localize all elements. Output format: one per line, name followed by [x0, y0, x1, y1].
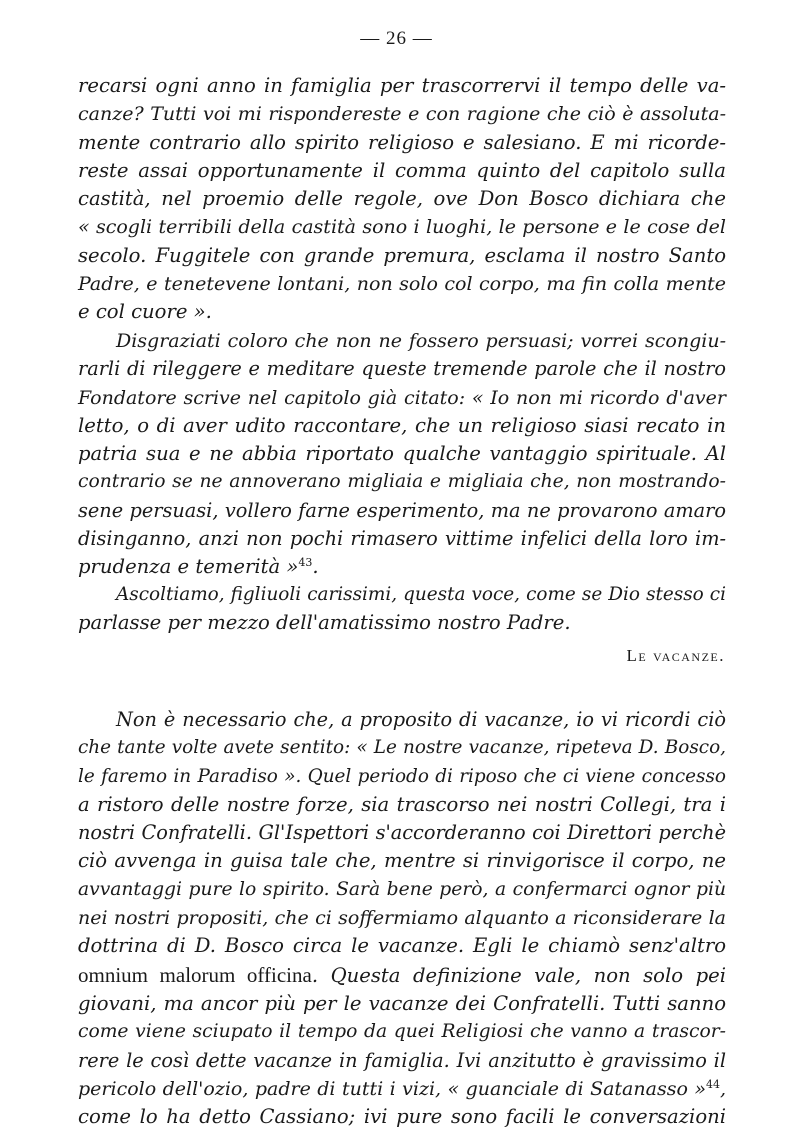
text-line: Disgraziati coloro che non ne fossero persuasi; vorrei scongiu- [116, 330, 726, 352]
text-line: come viene sciupato il tempo da quei Religiosi che vanno a trascor- [78, 1021, 726, 1043]
text-line: Fondatore scrive nel capitolo già citato: « Io non mi ricordo d'aver [78, 386, 726, 409]
text-line: canze? Tutti voi mi rispondereste e con ragione che ciò è assoluta- [78, 103, 726, 126]
text-line: come lo ha detto Cassiano; ivi pure sono facili le conversazioni [78, 1105, 726, 1129]
text-line: mente contrario allo spirito religioso e salesiano. E mi ricorde- [78, 130, 726, 154]
text-line: letto, o di aver udito raccontare, che un religioso siasi recato in [78, 413, 726, 437]
text-line: Padre, e tenetevene lontani, non solo col corpo, ma fin colla mente [78, 273, 726, 296]
text-line: Non è necessario che, a proposito di vacanze, io vi ricordi ciò [116, 708, 726, 731]
text-line: ciò avvenga in guisa tale che, mentre si rinvigorisce il corpo, ne [78, 849, 726, 873]
text-line: recarsi ogni anno in famiglia per trascorrervi il tempo delle va- [78, 74, 726, 97]
page-number: — 26 — [360, 28, 433, 49]
text-line: Ascoltiamo, figliuoli carissimi, questa voce, come se Dio stesso ci [116, 584, 726, 605]
paragraph-ascoltiamo [78, 581, 726, 638]
text-line: avvantaggi pure lo spirito. Sarà bene però, a confermarci ognor più [78, 878, 726, 900]
text-line: patria sua e ne abbia riportato qualche vantaggio spirituale. Al [78, 442, 726, 466]
section-heading: Le vacanze. [626, 646, 725, 665]
text-line: contrario se ne annoverano migliaia e migliaia che, non mostrando- [78, 471, 726, 493]
text-fragment: pericolo dell'ozio, padre di tutti i vizi, « guanciale di Satanasso » [78, 1077, 706, 1100]
text-fragment: , [719, 1077, 726, 1100]
text-fragment: . Questa definizione vale, non solo pei [311, 963, 726, 987]
paragraph-continuation [78, 72, 726, 327]
text-line: rarli di rileggere e meditare queste tremende parole che il nostro [78, 357, 726, 381]
text-line: nostri Confratelli. Gl'Ispettori s'accorderanno coi Direttori perchè [78, 821, 726, 845]
text-line: sene persuasi, vollero farne esperimento, ma ne provarono amaro [78, 498, 726, 522]
text-line: a ristoro delle nostre forze, sia trascorso nei nostri Collegi, tra i [78, 792, 726, 816]
footnote-marker-43: 43 [298, 556, 313, 570]
text-line: « scogli terribili della castità sono i luoghi, le persone e le cose del [78, 216, 726, 239]
text-line: le faremo in Paradiso ». Quel periodo di riposo che ci viene concesso [78, 765, 726, 787]
text-line [78, 553, 726, 581]
text-line: nei nostri propositi, che ci soffermiamo alquanto a riconsiderare la [78, 907, 726, 930]
text-line: parlasse per mezzo dell'amatissimo nostro Padre. [78, 611, 571, 635]
text-line: giovani, ma ancor più per le vacanze dei Confratelli. Tutti sanno [78, 991, 726, 1015]
text-line: e col cuore ». [78, 300, 212, 324]
text-line: dottrina di D. Bosco circa le vacanze. Egli le chiamò senz'altro [78, 934, 726, 958]
text-line [78, 961, 726, 990]
text-fragment: prudenza e temerità » [78, 555, 299, 579]
latin-phrase: omnium malorum officina [78, 962, 312, 987]
text-line [78, 1075, 726, 1103]
footnote-marker-44: 44 [705, 1077, 720, 1091]
text-line: che tante volte avete sentito: « Le nostre vacanze, ripeteva D. Bosco, [78, 737, 726, 759]
text-line: rere le così dette vacanze in famiglia. Ivi anzitutto è gravissimo il [78, 1048, 726, 1072]
paragraph-vacanze [78, 706, 726, 1131]
text-line: disinganno, anzi non pochi rimasero vittime infelici della loro im- [78, 527, 726, 551]
text-fragment: . [312, 555, 319, 579]
text-line: castità, nel proemio delle regole, ove Don Bosco dichiara che [78, 187, 726, 211]
text-line: reste assai opportunamente il comma quinto del capitolo sulla [78, 158, 726, 182]
paragraph-disgraziati [78, 327, 726, 582]
text-line: secolo. Fuggitele con grande premura, esclama il nostro Santo [78, 243, 726, 267]
